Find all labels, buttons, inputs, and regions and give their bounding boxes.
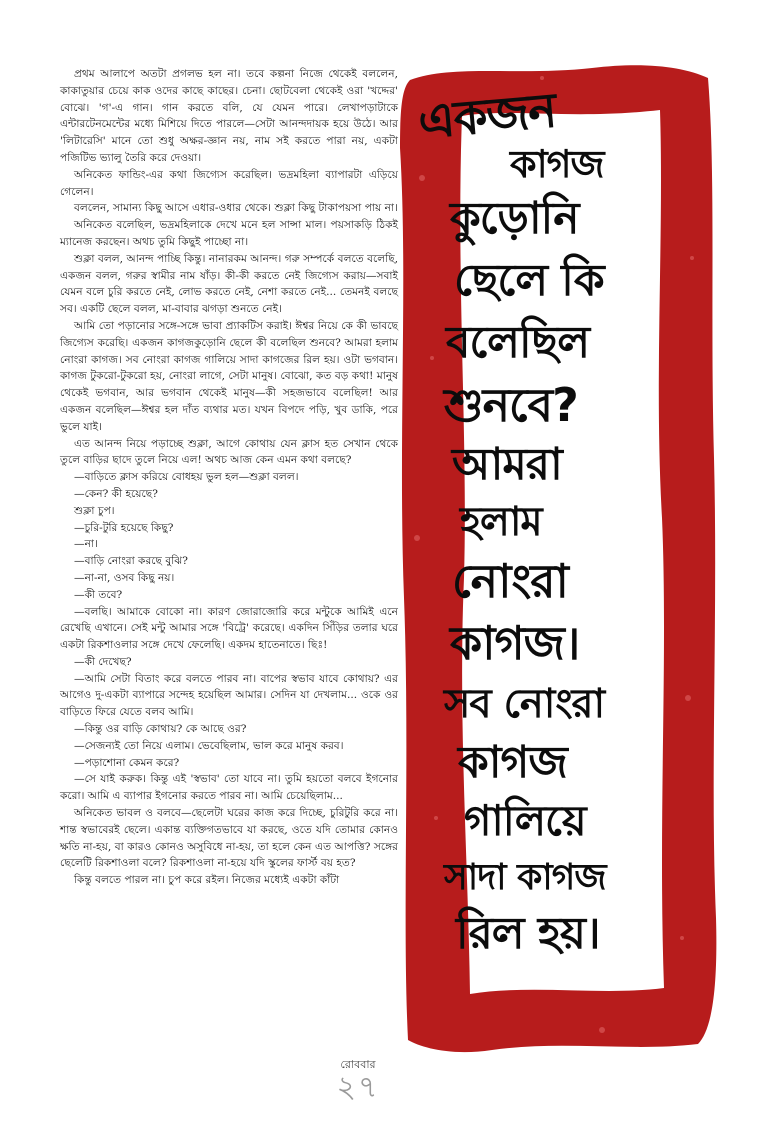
dialogue-line: —সেজন্যই তো নিয়ে এলাম। ভেবেছিলাম, ভাল করে মানুষ করব।: [74, 739, 344, 752]
poem-line: একজন: [416, 82, 559, 151]
poem-line: কুড়োনি: [450, 193, 579, 244]
dialogue-line: —পড়াশোনা কেমন করে?: [74, 756, 180, 769]
poem-line: বলেছিল: [446, 317, 589, 368]
article-column: [60, 66, 398, 889]
poem-line: কাগজ।: [450, 616, 580, 670]
paragraph: আমি তো পড়ানোর সঙ্গে-সঙ্গে ভাবা প্র্যাকটিস করাই। ঈশ্বর নিয়ে কে কী ভাবছে জিগ্যেস করেছি। একজন কাগজকুড়োনি ছেলে কী বলেছিল শুনবে? আমরা হলাম নোংরা কাগজ। সব নোংরা কাগজ গালিয়ে সাদা কাগজের রিল হয়। ওটা ভগবান। কাগজ টুকরো-টুকরো হয়, নোংরা লাগে, সেটা মানুষ। বোঝো, কত বড় কথা! মানুষ থেকেই ভগবান, আর ভগবান থেকেই মানুষ—কী সহজভাবে বলেছিল! আর একজন বলেছিল—ঈশ্বর হল দাঁত ব্যথার মত। যখন বিপদে পড়ি, খুব ডাকি, পরে ভুলে যাই।: [60, 319, 398, 433]
dialogue-line: শুক্লা চুপ।: [74, 504, 115, 517]
dialogue-line: —সে যাই করুক। কিন্তু এই 'স্বভাব' তো যাবে না। তুমি হয়তো বলবে ইগনোর করো। আমি এ ব্যাপার ইগনোর করতে পারব না। আমি চেয়েছিলাম...: [60, 773, 398, 803]
dialogue-line: —আমি সেটা বিতাং করে বলতে পারব না। বাপের স্বভাব যাবে কোথায়? এর আগেও দু-একটা ব্যাপারে সন্দেহ হয়েছিল আমার। সেদিন যা দেখলাম... ওকে ওর বাড়িতে ফিরে যেতে বলব আমি।: [60, 672, 398, 719]
poem-line: হলাম: [460, 499, 542, 545]
paragraph: বললেন, সামান্য কিছু আসে এধার-ওধার থেকে। শুক্লা কিছু টাকাপয়সা পায় না।: [74, 202, 398, 215]
paragraph: প্রথম আলাপে অতটা প্রগলভ হল না। তবে কল্পনা নিজে থেকেই বললেন, কাকাতুয়ার চেয়ে কাক ওদের কাছে কাছের। চেনা। ছোটবেলা থেকেই ওরা 'খদ্দের' বোঝে। 'গ'-এ গান। গান করতে বলি, যে যেমন পারে। লেখাপড়াটাকে এন্টারটেনমেন্টের মধ্যে মিশিয়ে দিতে পারলে—সেটা আনন্দদায়ক হয়ে উঠে। আর 'লিটারেসি' মানে তো শুধু অক্ষর-জ্ঞান নয়, নাম সই করতে পারা নয়, একটা পজিটিভ ভ্যালু তৈরি করে দেওয়া।: [60, 68, 398, 164]
dialogue-line: —না।: [74, 538, 98, 551]
dialogue-line: —বাড়ি নোংরা করছে বুঝি?: [74, 555, 188, 568]
poem-line: সব নোংরা: [444, 681, 605, 727]
poem-line: ছেলে কি: [454, 255, 604, 306]
poem-line: নোংরা: [452, 554, 568, 608]
dialogue-line: —বলছি। আমাকে বোকো না। কারণ জোরাজোরি করে মন্টুকে আমিই এনে রেখেছি এখানে। সেই মন্টু আমার সঙ্গে 'বিট্রে' করেছে। একদিন সিঁড়ির তলার ঘরে একটা রিকশাওলার সঙ্গে দেখে ফেলেছি। একদম হাতেনাতে। ছিঃ!: [60, 605, 398, 652]
paragraph: কিন্তু বলতে পারল না। চুপ করে রইল। নিজের মধ্যেই একটা কাঁটা: [74, 874, 340, 887]
poem-line: শুনবে?: [444, 378, 578, 432]
paragraph: অনিকেত ফান্ডিং-এর কথা জিগ্যেস করেছিল। ভদ্রমহিলা ব্যাপারটা এড়িয়ে গেলেন।: [60, 168, 398, 198]
magazine-name: রোববার: [340, 1058, 376, 1071]
page-footer: [318, 1056, 398, 1103]
poem-line: কাগজ: [510, 142, 604, 186]
dialogue-line: —কেন? কী হয়েছে?: [74, 487, 158, 500]
dialogue-line: —না-না, ওসব কিছু নয়।: [74, 571, 175, 584]
page-number: ২৭: [336, 1070, 380, 1105]
paragraph: অনিকেত বলেছিল, ভদ্রমহিলাকে দেখে মনে হল সান্সা মাল। পয়সাকড়ি ঠিকই ম্যানেজ করছেন। অথচ তুমি কিছুই পাচ্ছো না।: [60, 219, 398, 248]
paragraph: অনিকেত ভাবল ও বলবে—ছেলেটা ঘরের কাজ করে দিচ্ছে, চুরিটুরি করে না। শান্ত স্বভাবেরই ছেলে। একান্ত ব্যক্তিগতভাবে যা করছে, ওতে যদি তোমার কোনও ক্ষতি না-হয়, বা কারও কোনও অসুবিধে না-হয়, তা হলে কেন এত আপত্তি? সঙ্গের ছেলেটি রিকশাওলা বলে? রিকশাওলা না-হয়ে যদি স্কুলের ফার্স্ট বয় হত?: [60, 807, 398, 870]
poem-line: আমরা: [452, 439, 562, 490]
poem-line: সাদা কাগজ: [444, 857, 606, 898]
paragraph: শুক্লা বলল, আনন্দ পাচ্ছি কিন্তু। নানারকম আনন্দ। গরু সম্পর্কে বলতে বলেছি, একজন বলল, গরুর স্বামীর নাম ষাঁড়। কী-কী করতে নেই জিগ্যেস করায়—সবাই যেমন বলে চুরি করতে নেই, লোভ করতে নেই, নেশা করতে নেই... তেমনই বলছে সব। একটি ছেলে বলল, মা-বাবার ঝগড়া শুনতে নেই।: [60, 252, 398, 316]
dialogue-line: —বাড়িতে ক্লাস করিয়ে বোধহয় ভুল হল—শুক্লা বলল।: [74, 471, 299, 484]
dialogue-line: —কিন্তু ওর বাড়ি কোথায়? কে আছে ওর?: [74, 723, 247, 736]
dialogue-line: —কী দেখেছ?: [74, 655, 132, 668]
paragraph: এত আনন্দ নিয়ে পড়াচ্ছে শুক্লা, আগে কোথায় যেন ক্লাস হত সেখান থেকে তুলে বাড়ির ছাদে তুলে নিয়ে এল! অথচ আজ কেন এমন কথা বলছে?: [60, 437, 398, 467]
poem-line: কাগজ: [458, 737, 567, 788]
dialogue-line: —কী তবে?: [74, 588, 123, 601]
handwritten-poem: [400, 80, 700, 962]
poem-line: রিল হয়।: [456, 908, 600, 959]
poem-line: গালিয়ে: [464, 796, 586, 845]
dialogue-line: —চুরি-টুরি হয়েছে কিছু?: [74, 521, 174, 534]
